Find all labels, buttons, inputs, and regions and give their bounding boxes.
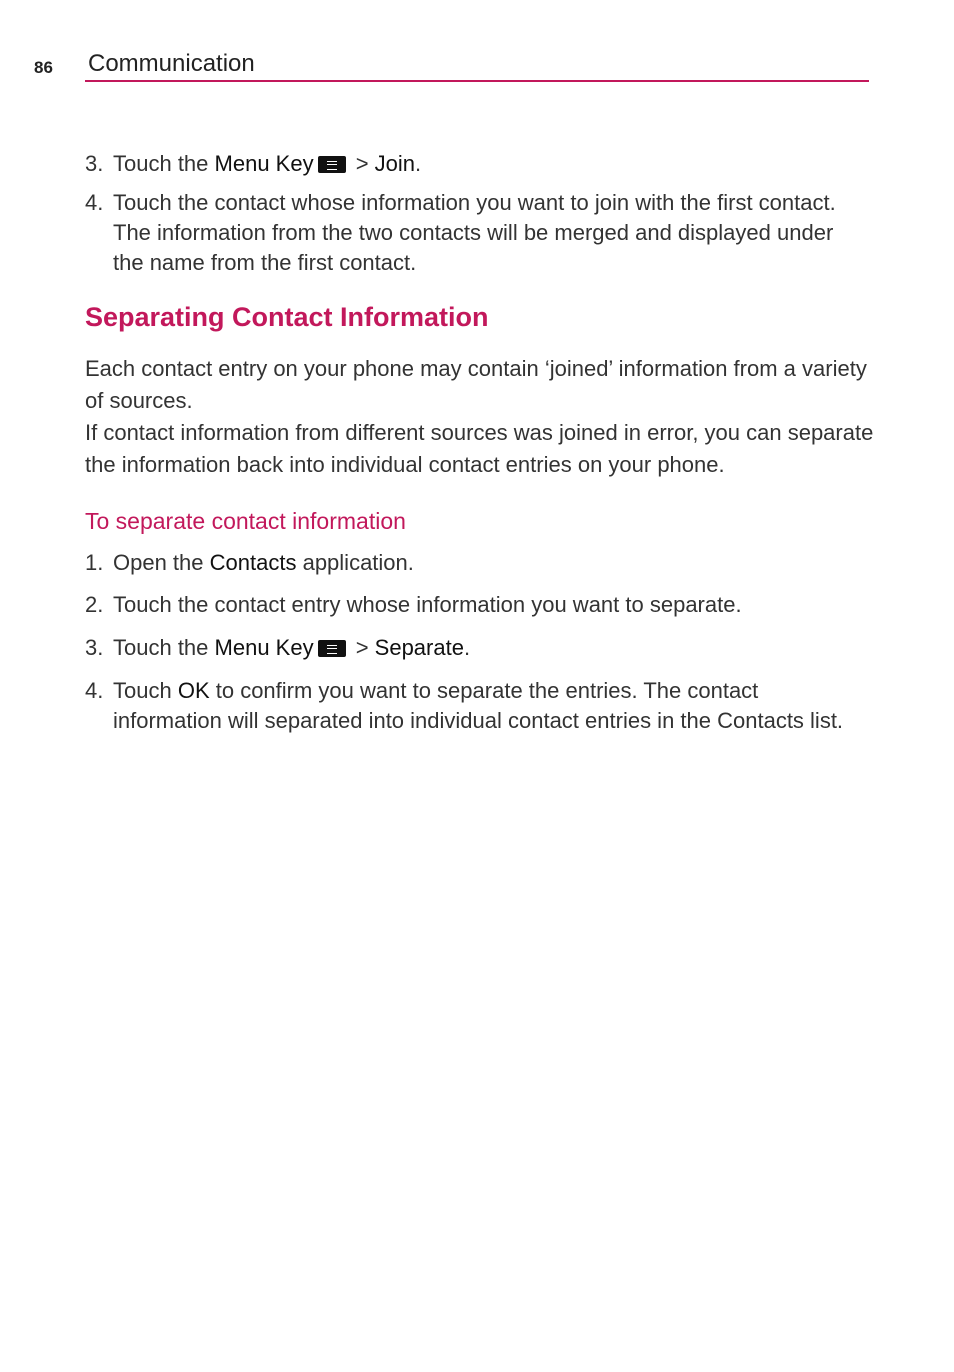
list-item <box>85 548 855 578</box>
step-text <box>113 149 855 179</box>
step-separator: > <box>349 151 375 176</box>
step-number: 3. <box>85 151 104 176</box>
step-number: 2. <box>85 592 104 617</box>
list-item <box>85 149 855 179</box>
step-number: 4. <box>85 678 104 703</box>
step-number: 1. <box>85 550 104 575</box>
section-heading: Separating Contact Information <box>85 302 489 332</box>
step-text-end: to confirm you want to separate the entries. The contact information will separated into individual contact entries in the Contacts list. <box>113 678 844 733</box>
list-item <box>85 188 855 278</box>
step-text-part: Touch the <box>113 635 215 660</box>
contacts-label: Contacts <box>209 550 297 575</box>
step-text-end: . <box>415 151 422 176</box>
list-item <box>85 590 855 620</box>
paragraph: If contact information from different sources was joined in error, you can separate the information back into individual contact entries on your phone. <box>85 420 874 477</box>
step-text <box>113 548 855 578</box>
step-text <box>113 676 855 736</box>
paragraph: Each contact entry on your phone may contain ‘joined’ information from a variety of sources. <box>85 356 867 413</box>
menu-key-icon <box>318 640 346 657</box>
step-number: 3. <box>85 635 104 660</box>
menu-key-label: Menu Key <box>214 151 314 176</box>
step-separator: > <box>349 635 375 660</box>
list-item <box>85 633 855 663</box>
section-title: Communication <box>88 50 255 77</box>
header-rule <box>85 80 869 82</box>
list-item <box>85 676 855 736</box>
step-text-end: application. <box>296 550 414 575</box>
subheading: To separate contact information <box>85 508 406 534</box>
step-text-end: . <box>463 635 471 660</box>
step-number: 4. <box>85 190 104 215</box>
step-text: Touch the contact entry whose information you want to separate. <box>113 592 742 617</box>
step-text-part: Touch the <box>113 151 215 176</box>
separate-label: Separate <box>374 635 464 660</box>
page-number: 86 <box>34 58 53 77</box>
join-label: Join <box>374 151 416 176</box>
step-text <box>113 633 855 663</box>
step-text-part: Touch <box>113 678 178 703</box>
menu-key-icon <box>318 156 346 173</box>
ok-label: OK <box>177 678 210 703</box>
step-text-part: Open the <box>113 550 210 575</box>
menu-key-label: Menu Key <box>214 635 314 660</box>
step-text: Touch the contact whose information you want to join with the first contact. The information from the two contacts will be merged and displayed under the name from the first contact. <box>113 190 836 275</box>
